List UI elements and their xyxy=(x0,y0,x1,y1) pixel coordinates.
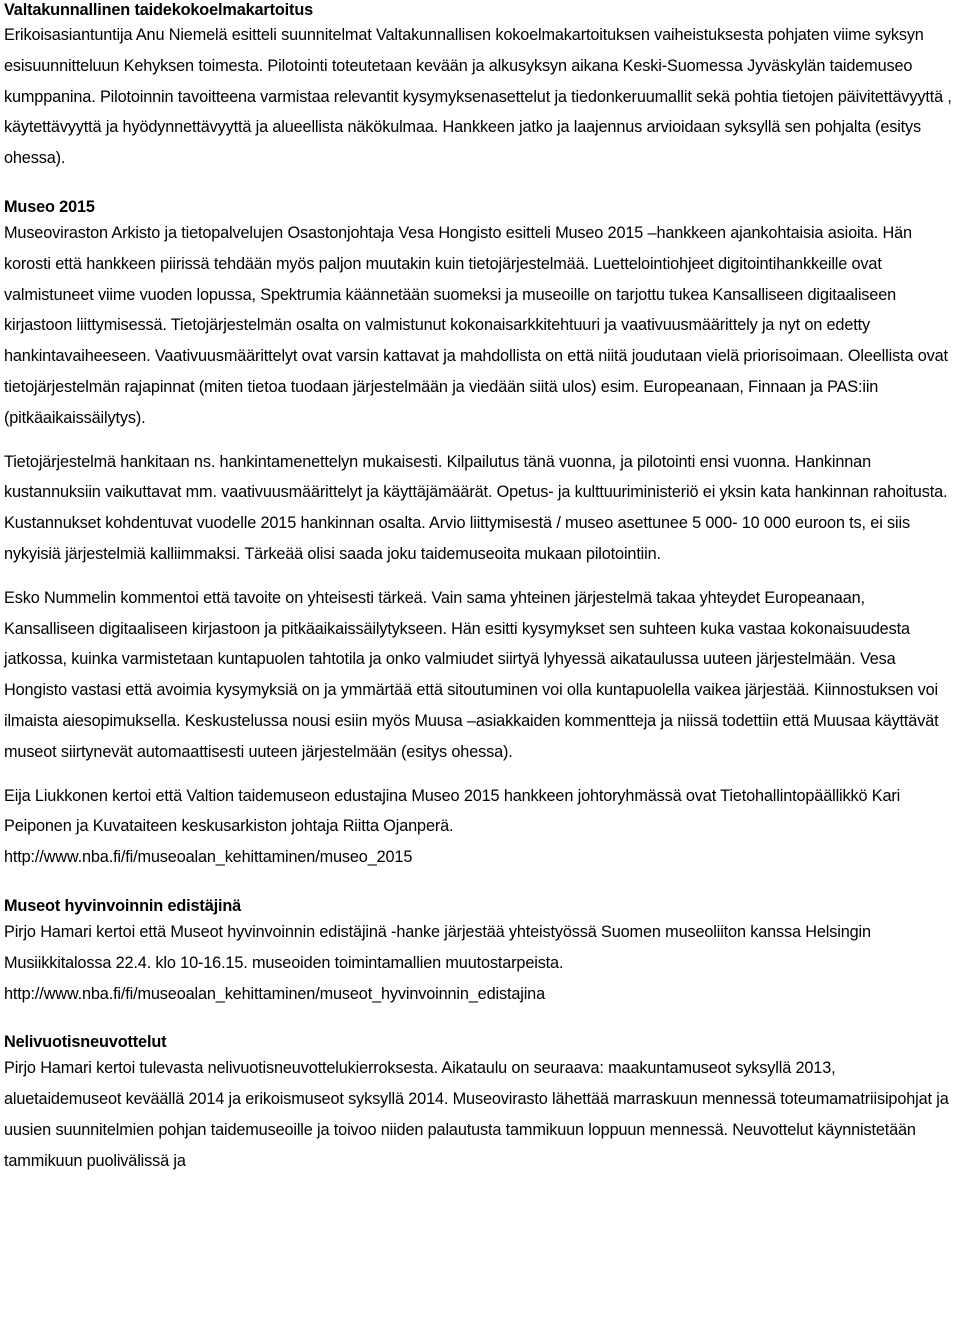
section-heading-hyvinvointi: Museot hyvinvoinnin edistäjinä xyxy=(4,896,242,915)
section-heading-taidekokoelmakartoitus: Valtakunnallinen taidekokoelmakartoitus xyxy=(4,1,314,19)
paragraph-museo-2015-intro: Museoviraston Arkisto ja tietopalvelujen Osastonjohtaja Vesa Hongisto esitteli Museo 2015 –hankkeen ajankohtaisia asioita. Hän korosti että hankkeen piirissä tehdään myös paljon muutakin kuin tietojärjestelmää. Luettelointiohjeet digitointihankkeille ovat valmistuneet viime vuoden lopussa, Spektrumia käännetään suomeksi ja museoille on tarjottu tukea Kansalliseen digitaaliseen kirjastoon liittymisessä. Tietojärjestelmän osalta on valmistunut kokonaisarkkitehtuuri ja vaativuusmäärittely ja nyt on edetty hankintavaiheeseen. Vaativuusmäärittelyt ovat varsin kattavat ja mahdollista on että niitä joudutaan vielä priorisoimaan. Oleellista ovat tietojärjestelmän rajapinnat (miten tietoa tuodaan järjestelmään ja viedään siitä ulos) esim. Europeanaan, Finnaan ja PAS:iin (pitkäaikaissäilytys). xyxy=(4,223,948,427)
paragraph-museo-2015-kommentit: Esko Nummelin kommentoi että tavoite on yhteisesti tärkeä. Vain sama yhteinen järjestelmä takaa yhteydet Europeanaan, Kansalliseen digitaaliseen kirjastoon ja pitkäaikaissäilytykseen. Hän esitti kysymykset sen suhteen kuka vastaa kokonaisuudesta jatkossa, kuinka varmistetaan kuntapuolen tahtotila ja onko valmiudet siirtyä lyhyessä aikataulussa uuteen järjestelmään. Vesa Hongisto vastasi että avoimia kysymyksiä on ja ymmärtää että sitoutuminen voi olla kuntapuolella vaikea järjestää. Kiinnostuksen voi ilmaista aiesopimuksella. Keskustelussa nousi esiin myös Muusa –asiakkaiden kommentteja ja niissä todettiin että Muusaa käyttävät museot siirtynevät automaattisesti uuteen järjestelmään (esitys ohessa). xyxy=(4,588,939,761)
paragraph-hyvinvointi: Pirjo Hamari kertoi että Museot hyvinvoinnin edistäjinä -hanke järjestää yhteistyössä Suomen museoliiton kanssa Helsingin Musiikkitalossa 22.4. klo 10-16.15. museoiden toimintamallien muutostarpeista. xyxy=(4,922,871,972)
link-museo-2015[interactable]: http://www.nba.fi/fi/museoalan_kehittaminen/museo_2015 xyxy=(4,848,413,867)
paragraph-museo-2015-hankinta: Tietojärjestelmä hankitaan ns. hankintamenettelyn mukaisesti. Kilpailutus tänä vuonna, ja pilotointi ensi vuonna. Hankinnan kustannuksiin vaikuttavat mm. vaativuusmäärittelyt ja käyttäjämäärät. Opetus- ja kulttuuriministeriö ei yksin kata hankinnan rahoitusta. Kustannukset kohdentuvat vuodelle 2015 hankinnan osalta. Arvio liittymisestä / museo asettunee 5 000- 10 000 euroon ts, ei siis nykyisiä järjestelmiä kalliimmaksi. Tärkeää olisi saada joku taidemuseoita mukaan pilotointiin. xyxy=(4,452,948,563)
section-heading-museo-2015: Museo 2015 xyxy=(4,197,95,216)
paragraph-museo-2015-johtoryhma: Eija Liukkonen kertoi että Valtion taidemuseon edustajina Museo 2015 hankkeen johtoryhmässä ovat Tietohallintopäällikkö Kari Peiponen ja Kuvataiteen keskusarkiston johtaja Riitta Ojanperä. xyxy=(4,786,901,836)
paragraph-nelivuotisneuvottelut: Pirjo Hamari kertoi tulevasta nelivuotisneuvottelukierroksesta. Aikataulu on seuraava: maakuntamuseot syksyllä 2013, aluetaidemuseot keväällä 2014 ja erikoismuseot syksyllä 2014. Museovirasto lähettää marraskuun mennessä toteumamatriisipohjat ja uusien suunnitelmien pohjan taidemuseoille ja toivoo niiden palautusta tammikuun loppuun mennessä. Neuvottelut käynnistetään tammikuun puolivälissä ja xyxy=(4,1059,949,1170)
section-heading-nelivuotisneuvottelut: Nelivuotisneuvottelut xyxy=(4,1033,167,1052)
link-hyvinvointi[interactable]: http://www.nba.fi/fi/museoalan_kehittaminen/museot_hyvinvoinnin_edistajina xyxy=(4,984,545,1003)
paragraph-taidekokoelmakartoitus: Erikoisasiantuntija Anu Niemelä esitteli suunnitelmat Valtakunnallisen kokoelmakartoituksen vaiheistuksesta pohjaten viime syksyn esisuunnitteluun Kehyksen toimesta. Pilotointi toteutetaan kevään ja alkusyksyn aikana Keski-Suomessa Jyväskylän taidemuseo kumppanina. Pilotoinnin tavoitteena varmistaa relevantit kysymyksenasettelut ja tiedonkeruumallit sekä pohtia tietojen päivitettävyyttä , käytettävyyttä ja hyödynnettävyyttä ja alueellista näkökulmaa. Hankkeen jatko ja laajennus arvioidaan syksyllä sen pohjalta (esitys ohessa). xyxy=(4,26,952,168)
